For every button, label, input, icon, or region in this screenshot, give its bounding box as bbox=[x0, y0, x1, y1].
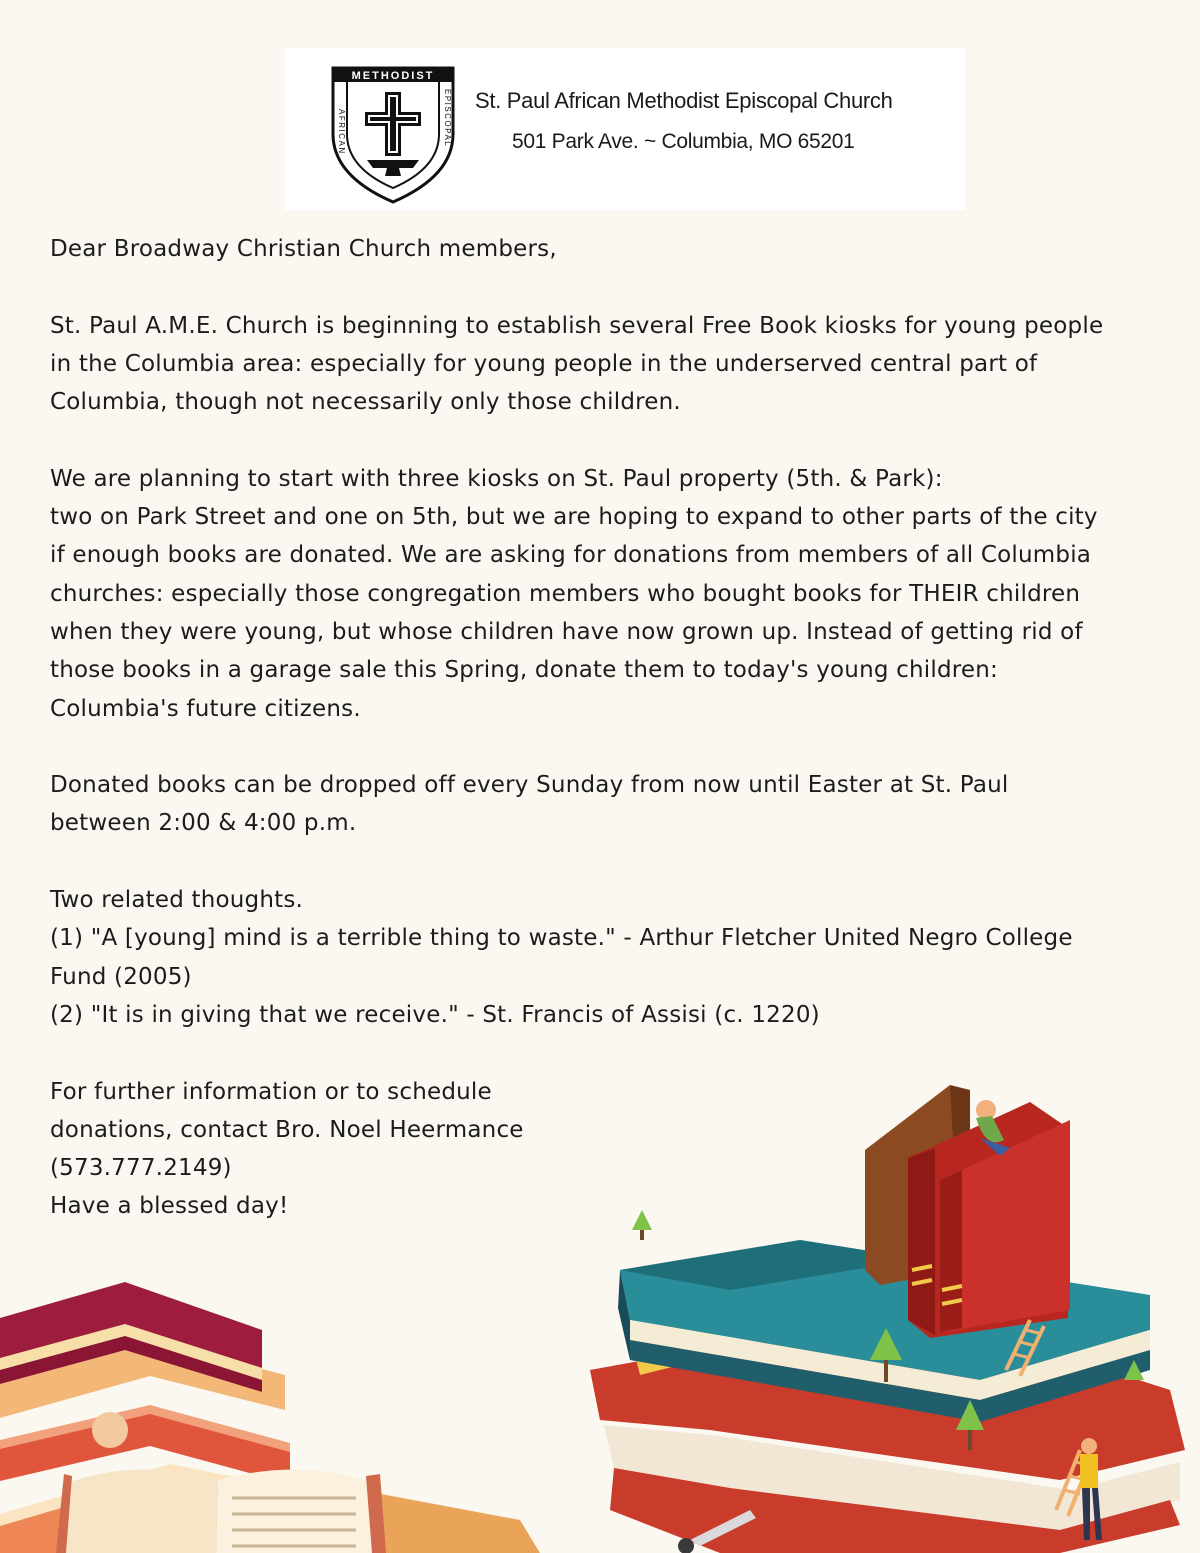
paragraph-kiosks bbox=[50, 307, 1170, 422]
text-line: donations, contact Bro. Noel Heermance bbox=[50, 1116, 524, 1143]
paragraph-dropoff bbox=[50, 766, 1170, 843]
sign-off: Have a blessed day! bbox=[50, 1193, 289, 1220]
text-line: between 2:00 & 4:00 p.m. bbox=[50, 810, 357, 837]
svg-text:AFRICAN: AFRICAN bbox=[337, 109, 346, 155]
ame-church-crest-icon bbox=[327, 64, 459, 204]
text-line: those books in a garage sale this Spring, donate them to today's young children: bbox=[50, 657, 998, 684]
book-pile-left-illustration bbox=[0, 1270, 540, 1553]
text-line: if enough books are donated. We are asking for donations from members of all Columbia bbox=[50, 542, 1092, 569]
text-line: Two related thoughts. bbox=[50, 887, 304, 914]
text-line: two on Park Street and one on 5th, but we are hoping to expand to other parts of the city bbox=[50, 504, 1098, 531]
text-line: We are planning to start with three kiosks on St. Paul property (5th. & Park): bbox=[50, 465, 943, 492]
letterhead bbox=[285, 48, 965, 210]
salutation-text: Dear Broadway Christian Church members, bbox=[50, 236, 557, 262]
text-line: in the Columbia area: especially for young people in the underserved central part of bbox=[50, 350, 1038, 377]
text-line: Columbia's future citizens. bbox=[50, 695, 361, 722]
svg-text:METHODIST: METHODIST bbox=[351, 70, 435, 82]
quote-line: (1) "A [young] mind is a terrible thing to waste." - Arthur Fletcher United Negro College bbox=[50, 925, 1073, 952]
text-line: Columbia, though not necessarily only those children. bbox=[50, 389, 681, 416]
phone-number: (573.777.2149) bbox=[50, 1155, 232, 1182]
text-line: Donated books can be dropped off every Sunday from now until Easter at St. Paul bbox=[50, 772, 1009, 799]
salutation bbox=[50, 230, 1170, 268]
quote-line: (2) "It is in giving that we receive." - St. Francis of Assisi (c. 1220) bbox=[50, 1001, 820, 1028]
text-line: churches: especially those congregation members who bought books for THEIR children bbox=[50, 580, 1081, 607]
text-line: St. Paul A.M.E. Church is beginning to establish several Free Book kiosks for young people bbox=[50, 312, 1104, 339]
church-name: St. Paul African Methodist Episcopal Church bbox=[475, 88, 893, 113]
paragraph-plan bbox=[50, 460, 1170, 728]
svg-text:EPISCOPAL: EPISCOPAL bbox=[443, 89, 452, 148]
book-stack-right-illustration bbox=[590, 1070, 1200, 1553]
text-line: For further information or to schedule bbox=[50, 1078, 492, 1105]
quote-line: Fund (2005) bbox=[50, 963, 192, 990]
text-line: when they were young, but whose children have now grown up. Instead of getting rid of bbox=[50, 618, 1083, 645]
paragraph-thoughts bbox=[50, 881, 1170, 1034]
church-address: 501 Park Ave. ~ Columbia, MO 65201 bbox=[512, 130, 855, 153]
